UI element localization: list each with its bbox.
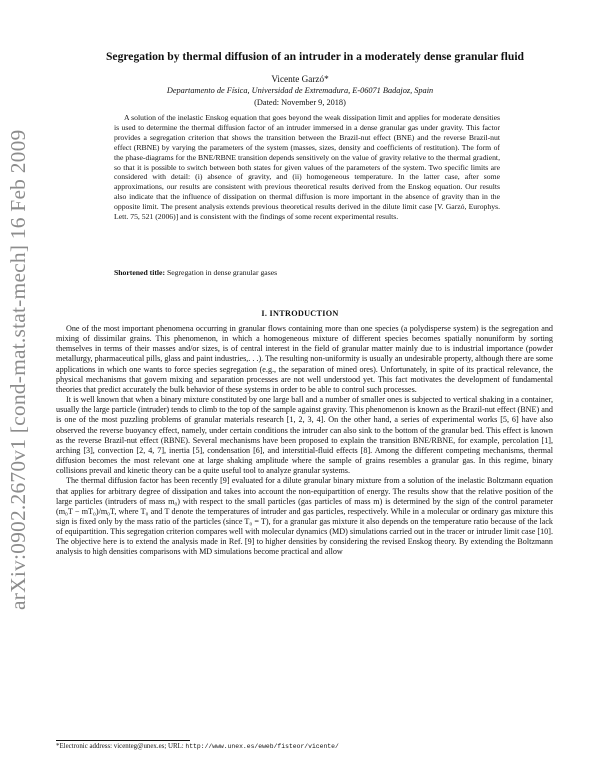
footnote-url[interactable]: http://www.unex.es/eweb/fisteor/vicente/ [185,743,339,750]
footnote-email: *Electronic address: vicenteg@unex.es; URL: [56,743,186,750]
author: Vicente Garzó* [271,74,329,84]
arxiv-identifier: arXiv:0902.2670v1 [cond-mat.stat-mech] 16 Feb 2009 [6,129,30,610]
date-line: (Dated: November 9, 2018) [254,98,346,107]
affiliation: Departamento de Física, Universidad de Extremadura, E-06071 Badajoz, Spain [166,86,434,95]
footnote [56,743,339,750]
paragraph: The thermal diffusion factor has been recently [9] evaluated for a dilute granular binary mixture from a solution of the inelastic Boltzmann equation that applies for arbitrary degree of dissipation and takes into account the non-equipartition of energy. The results show that the relative position of the large particles (intruders of mass m₀) with respect to the small particles (gas particles of mass m) is determined by the sign of the control parameter (m₀T − mT₀)/m₀T, where T₀ and T denote the temperatures of intruder and gas particles, respectively. While in a molecular or ordinary gas mixture this sign is fixed only by the mass ratio of the particles (since T₀ = T), for a granular gas mixture it also depends on the temperature ratio because of the lack of equipartition. This segregation criterion compares well with molecular dynamics (MD) simulations carried out in the tracer or intruder limit case [10]. The objective here is to extend the analysis made in Ref. [9] to higher densities by considering the revised Enskog theory. By extending the Boltzmann analysis to high densities comparisons with MD simulations become practical and allow [56,476,553,557]
shortened-title [114,268,500,278]
abstract: A solution of the inelastic Enskog equation that goes beyond the weak dissipation limit and applies for moderate densities is used to determine the thermal diffusion factor of an intruder immersed in a dense granular gas under gravity. This factor provides a segregation criterion that shows the transition between the Brazil-nut effect (BNE) and the reverse Brazil-nut effect (RBNE) by varying the parameters of the system (masses, sizes, density and coefficients of restitution). The form of the phase-diagrams for the BNE/RBNE transition depends sensitively on the value of gravity relative to the thermal gradient, so that it is possible to switch between both states for given values of the parameters of the system. Two specific limits are considered with detail: (i) absence of gravity, and (ii) homogeneous temperature. In the latter case, after some approximations, our results are consistent with previous theoretical results derived from the Enskog equation. Our results also indicate that the influence of dissipation on thermal diffusion is more important in the absence of gravity than in the opposite limit. The present analysis extends previous theoretical results derived in the dilute limit case [V. Garzó, Europhys. Lett. 75, 521 (2006)] and is consistent with the findings of some recent experimental results. [114,113,500,222]
shortened-title-label: Shortened title: [114,268,166,277]
paper-title: Segregation by thermal diffusion of an intruder in a moderately dense granular fluid [105,50,525,63]
section-heading: I. INTRODUCTION [261,309,339,318]
paragraph: One of the most important phenomena occurring in granular flows containing more than one species (a polydisperse system) is the segregation and mixing of dissimilar grains. This phenomenon, in which a homogeneous mixture of different species becomes spatially nonuniform by sorting themselves in terms of their masses and/or sizes, is of central interest in the field of granular matter mainly due to is industrial importance (powder metallurgy, pharmaceutical pills, glass and paint industries,. . .). The resulting non-uniformity is usually an undesirable property, although there are some applications in which one wants to force species segregation (e.g., the separation of mined ores). Unfortunately, in spite of its practical relevance, the physical mechanisms that govern mixing and separation processes are not well understood yet. This fact motivates the development of fundamental theories that predict accurately the bulk behavior of these systems in order to be able to control such processes. [56,324,553,394]
body-text [56,324,553,558]
shortened-title-text: Segregation in dense granular gases [166,268,278,277]
footnote-rule [56,740,190,741]
paragraph: It is well known that when a binary mixture constituted by one large ball and a number of smaller ones is subjected to vertical shaking in a container, usually the large particle (intruder) tends to climb to the top of the sample against gravity. This phenomenon is known as the Brazil-nut effect (BNE) and is one of the most puzzling problems of granular materials research [1, 2, 3, 4]. On the other hand, a series of experimental works [5, 6] have also observed the reverse buoyancy effect, namely, under certain conditions the intruder can also sink to the bottom of the granular bed. This effect is known as the reverse Brazil-nut effect (RBNE). Several mechanisms have been proposed to explain the transition BNE/RBNE, for example, percolation [1], arching [3], convection [2, 4, 7], inertia [5], condensation [6], and interstitial-fluid effects [8]. Among the different competing mechanisms, thermal diffusion becomes the most relevant one at large shaking amplitude where the sample of grains resembles a granular gas. In this regime, binary collisions prevail and kinetic theory can be a quite useful tool to analyze granular systems. [56,395,553,476]
